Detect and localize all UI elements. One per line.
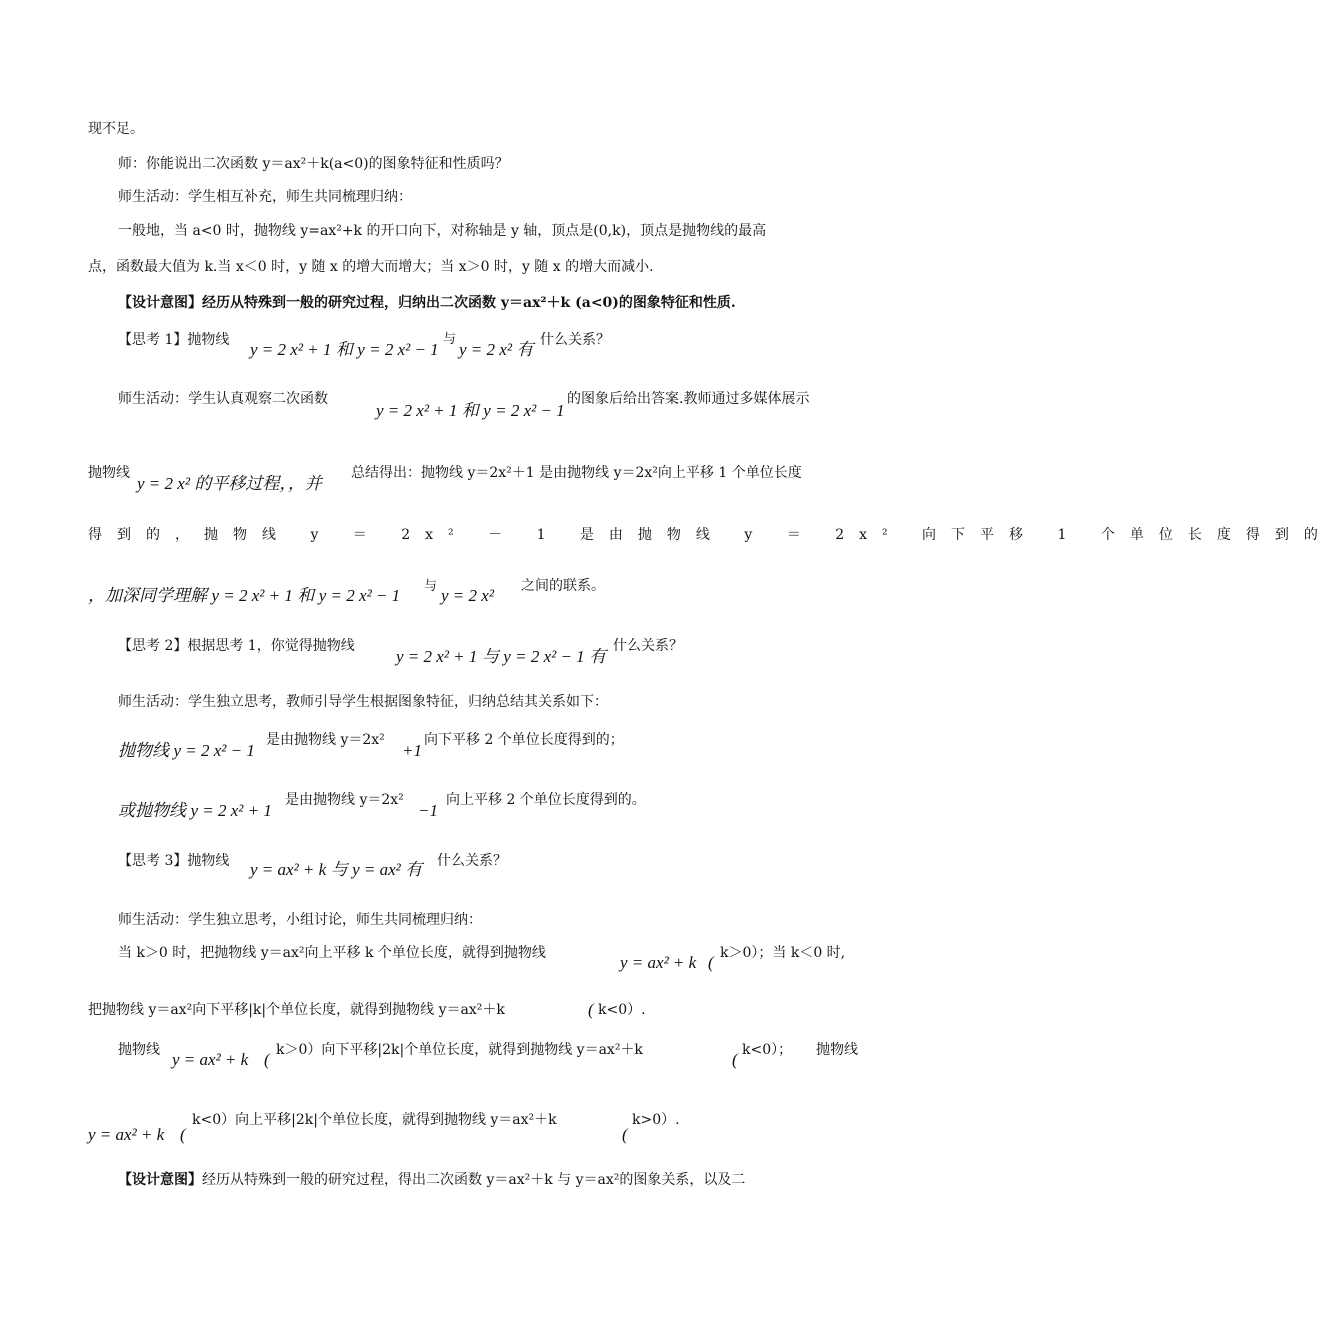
k-case-3a: k＞0）向下平移|2k|个单位长度，就得到抛物线 y＝ax²＋k: [276, 1042, 643, 1058]
formula: y = 2 x² + 1: [211, 586, 293, 605]
formula: y = 2 x² − 1: [503, 647, 585, 666]
think1-prefix: 【思考 1】抛物线: [118, 332, 230, 348]
relation1-end: 向下平移 2 个单位长度得到的；: [424, 732, 624, 748]
formula: y = ax²: [352, 860, 401, 879]
formula-connector: 和: [461, 401, 479, 421]
relation2: [118, 801, 272, 822]
k-case-4b: k>0）.: [632, 1112, 680, 1128]
k-case-3c: 抛物线: [816, 1042, 858, 1058]
formula-connector: 和: [297, 586, 315, 606]
think1-formula-2: [459, 340, 533, 361]
text-line: 点，函数最大值为 k.当 x＜0 时，y 随 x 的增大而增大；当 x＞0 时，y 随 x 的增大而减小.: [88, 259, 654, 275]
formula: y = 2 x² + 1: [250, 340, 332, 359]
think1-formula: [250, 340, 439, 361]
formula: (: [622, 1125, 628, 1144]
summary-text: 总结得出：抛物线 y＝2x²＋1 是由抛物线 y＝2x²向上平移 1 个单位长度: [351, 465, 802, 481]
formula-connector: 有: [516, 340, 534, 360]
relation-lead: 抛物线: [118, 741, 169, 761]
formula-connector: 有: [405, 860, 423, 880]
formula: y = 2 x² + 1: [376, 401, 458, 420]
formula: (: [708, 953, 714, 972]
text-line: 师生活动：学生相互补充，师生共同梳理归纳：: [118, 189, 412, 205]
activity1-formula: [376, 401, 565, 422]
relation1-mid: 是由抛物线 y＝2x²: [266, 732, 385, 748]
parabola-label: 抛物线: [88, 465, 130, 481]
k-case-1a: 当 k＞0 时，把抛物线 y＝ax²向上平移 k 个单位长度，就得到抛物线: [118, 945, 546, 961]
k-case-2b: k<0）.: [598, 1002, 646, 1018]
design-intent-2: [118, 1170, 745, 1190]
formula: y = ax² + k: [88, 1125, 165, 1144]
relation2-mid: 是由抛物线 y＝2x²: [285, 792, 404, 808]
text-line: 师：你能说出二次函数 y＝ax²＋k(a<0)的图象特征和性质吗？: [118, 156, 509, 172]
k-case-4a: k<0）向上平移|2k|个单位长度，就得到抛物线 y＝ax²＋k: [192, 1112, 557, 1128]
formula-connector: 与: [481, 647, 499, 667]
formula: y = 2 x²: [459, 340, 512, 359]
k-case-1b: k＞0）；当 k＜0 时,: [720, 945, 846, 961]
deepen-suffix: 之间的联系。: [521, 578, 605, 594]
text-line: 现不足。: [88, 121, 144, 137]
formula: (: [588, 1000, 594, 1019]
activity1-prefix: 师生活动：学生认真观察二次函数: [118, 391, 328, 407]
formula: y = 2 x²: [441, 586, 494, 605]
formula: y = 2 x² + 1: [190, 801, 272, 820]
activity2-text: 师生活动：学生独立思考，教师引导学生根据图象特征，归纳总结其关系如下：: [118, 694, 608, 710]
text-line: 一般地，当 a<0 时，抛物线 y=ax²+k 的开口向下，对称轴是 y 轴，顶点是(0,k)，顶点是抛物线的最高: [118, 223, 767, 239]
activity3-text: 师生活动：学生独立思考，小组讨论，师生共同梳理归纳：: [118, 912, 482, 928]
formula: y = 2 x²: [137, 474, 190, 493]
think1-line: [118, 330, 229, 350]
shift-formula: [137, 474, 322, 495]
think3-suffix: 什么关系？: [437, 853, 507, 869]
formula-connector: 的平移过程，，并: [194, 474, 322, 494]
formula-connector: 有: [589, 647, 607, 667]
deepen-prefix: ，加深同学理解: [88, 586, 207, 606]
think3-prefix: 【思考 3】抛物线: [118, 853, 230, 869]
relation2-end: 向上平移 2 个单位长度得到的。: [446, 792, 646, 808]
deepen-line: [88, 586, 400, 607]
formula-connector: 与: [330, 860, 348, 880]
formula: y = ax² + k: [250, 860, 327, 879]
think2-formula: [396, 647, 606, 668]
k-case-3b: k<0）；: [742, 1042, 793, 1058]
spaced-text-line: 得到的，抛物线 y ＝ 2x² － 1 是由抛物线 y ＝ 2x² 向下平移 1 个单位长度得到的: [88, 527, 1333, 543]
formula: y = 2 x² − 1: [318, 586, 401, 605]
formula: y = 2 x² − 1: [173, 741, 255, 760]
formula-connector: 和: [335, 340, 353, 360]
formula: (: [180, 1125, 186, 1144]
formula: y = 2 x² + 1: [396, 647, 478, 666]
relation-lead: 或抛物线: [118, 801, 186, 821]
formula: y = 2 x² − 1: [483, 401, 565, 420]
formula: (: [264, 1050, 270, 1069]
formula-connector: 与: [443, 332, 457, 347]
design-intent-text: 经历从特殊到一般的研究过程，得出二次函数 y＝ax²＋k 与 y＝ax²的图象关系，以及二: [202, 1172, 746, 1188]
formula: y = ax² + k: [172, 1050, 249, 1069]
design-intent-tag: 【设计意图】: [118, 1172, 202, 1188]
think3-formula: [250, 860, 422, 881]
think1-suffix: 什么关系？: [540, 332, 610, 348]
k-case-3-lead: 抛物线: [118, 1042, 160, 1058]
relation1: [118, 741, 255, 762]
activity1-suffix: 的图象后给出答案.教师通过多媒体展示: [567, 391, 810, 407]
formula: +1: [402, 741, 422, 760]
formula: y = ax² + k: [620, 953, 697, 972]
k-case-2a: 把抛物线 y＝ax²向下平移|k|个单位长度，就得到抛物线 y＝ax²＋k: [88, 1002, 505, 1018]
think2-prefix: 【思考 2】根据思考 1，你觉得抛物线: [118, 638, 355, 654]
design-intent-line: 【设计意图】经历从特殊到一般的研究过程，归纳出二次函数 y＝ax²＋k (a<0)的图象特征和性质.: [118, 295, 736, 311]
formula: y = 2 x² − 1: [357, 340, 439, 359]
formula: −1: [418, 801, 438, 820]
deepen-formula-2: [441, 586, 494, 607]
formula: (: [732, 1050, 738, 1069]
formula-connector: 与: [424, 579, 438, 594]
think2-suffix: 什么关系？: [613, 638, 683, 654]
